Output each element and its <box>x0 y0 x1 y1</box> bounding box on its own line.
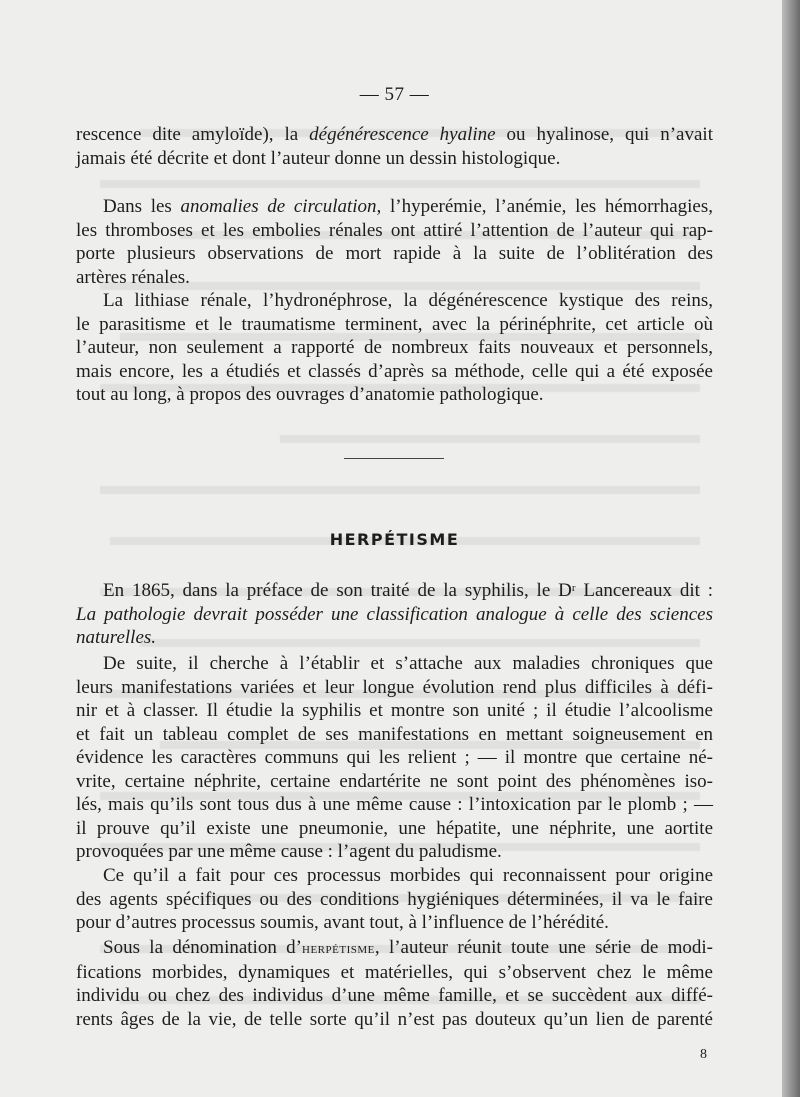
text-line: les thromboses et les embolies rénales ont attiré l’attention de l’auteur qui rap- <box>76 219 713 241</box>
page-edge-shadow <box>782 0 800 1097</box>
text-line: La pathologie devrait posséder une classification analogue à celle des sciences <box>76 603 713 625</box>
section-divider <box>344 458 444 459</box>
page-number: — 57 — <box>359 84 430 105</box>
text-line: jamais été décrite et dont l’auteur donne un dessin histologique. <box>76 147 561 169</box>
text-line: tout au long, à propos des ouvrages d’anatomie pathologique. <box>76 384 544 405</box>
paragraph-herpetisme <box>76 936 713 1031</box>
paragraph-circulation <box>76 195 713 289</box>
text-line: l’auteur, non seulement a rapporté de nombreux faits nouveaux et personnels, <box>76 337 713 358</box>
text-line: mais encore, les a étudiés et classés d’après sa méthode, celle qui a été exposée <box>76 360 713 382</box>
text-line: artères rénales. <box>76 266 190 288</box>
paragraph-1865 <box>76 579 713 650</box>
text-line: le parasitisme et le traumatisme terminent, avec la périnéphrite, cet article où <box>76 313 713 335</box>
text-line: Sous la dénomination d’herpétisme, l’auteur réunit toute une série de modi- <box>103 937 713 958</box>
text-line: pour d’autres processus soumis, avant tout, à l’influence de l’hérédité. <box>76 912 609 933</box>
text-line: La lithiase rénale, l’hydronéphrose, la dégénérescence kystique des reins, <box>103 290 713 311</box>
text-line: porte plusieurs observations de mort rapide à la suite de l’oblitération des <box>76 243 713 264</box>
text-line: fications morbides, dynamiques et matérielles, qui s’observent chez le même <box>76 961 713 983</box>
text-line: De suite, il cherche à l’établir et s’attache aux maladies chroniques que <box>103 653 713 674</box>
text-line: il prouve qu’il existe une pneumonie, une hépatite, une néphrite, une aortite <box>76 817 713 839</box>
text-line: Ce qu’il a fait pour ces processus morbides qui reconnaissent pour origine <box>103 865 713 886</box>
text-line: Dans les anomalies de circulation, l’hyperémie, l’anémie, les hémorrhagies, <box>103 196 714 217</box>
paragraph-amyloid <box>76 123 713 170</box>
text-line: évidence les caractères communs qui les relient ; — il montre que certaine né- <box>76 747 713 768</box>
text-line: naturelles. <box>76 627 157 648</box>
text-line: En 1865, dans la préface de son traité de la syphilis, le $D^r$ Lancereaux dit : <box>103 580 714 601</box>
paragraph-de-suite <box>76 652 713 864</box>
text-line: leurs manifestations variées et leur longue évolution rend plus difficiles à défi- <box>76 676 713 698</box>
text-line: nir et à classer. Il étudie la syphilis et montre son unité ; il étudie l’alcoolisme <box>76 700 713 721</box>
text-line: individu ou chez des individus d’une même famille, et se succèdent aux diffé- <box>76 985 713 1006</box>
paragraph-lithiase <box>76 289 713 407</box>
section-heading: HERPÉTISME <box>329 530 460 549</box>
paragraph-processus <box>76 864 713 935</box>
text-line: provoquées par une même cause : l’agent du paludisme. <box>76 841 502 862</box>
text-line: rescence dite amyloïde), la dégénérescence hyaline ou hyalinose, qui n’avait <box>76 124 713 145</box>
text-line: et fait un tableau complet de ses manifestations en mettant soigneusement en <box>76 723 713 745</box>
text-line: rents âges de la vie, de telle sorte qu’il n’est pas douteux qu’un lien de parenté <box>76 1008 713 1030</box>
text-line: des agents spécifiques ou des conditions hygiéniques déterminées, il va le faire <box>76 888 713 910</box>
text-line: lés, mais qu’ils sont tous dus à une même cause : l’intoxication par le plomb ; — <box>76 794 713 815</box>
text-line: vrite, certaine néphrite, certaine endartérite ne sont point des phénomènes iso- <box>76 770 713 792</box>
signature-mark: 8 <box>700 1047 707 1062</box>
